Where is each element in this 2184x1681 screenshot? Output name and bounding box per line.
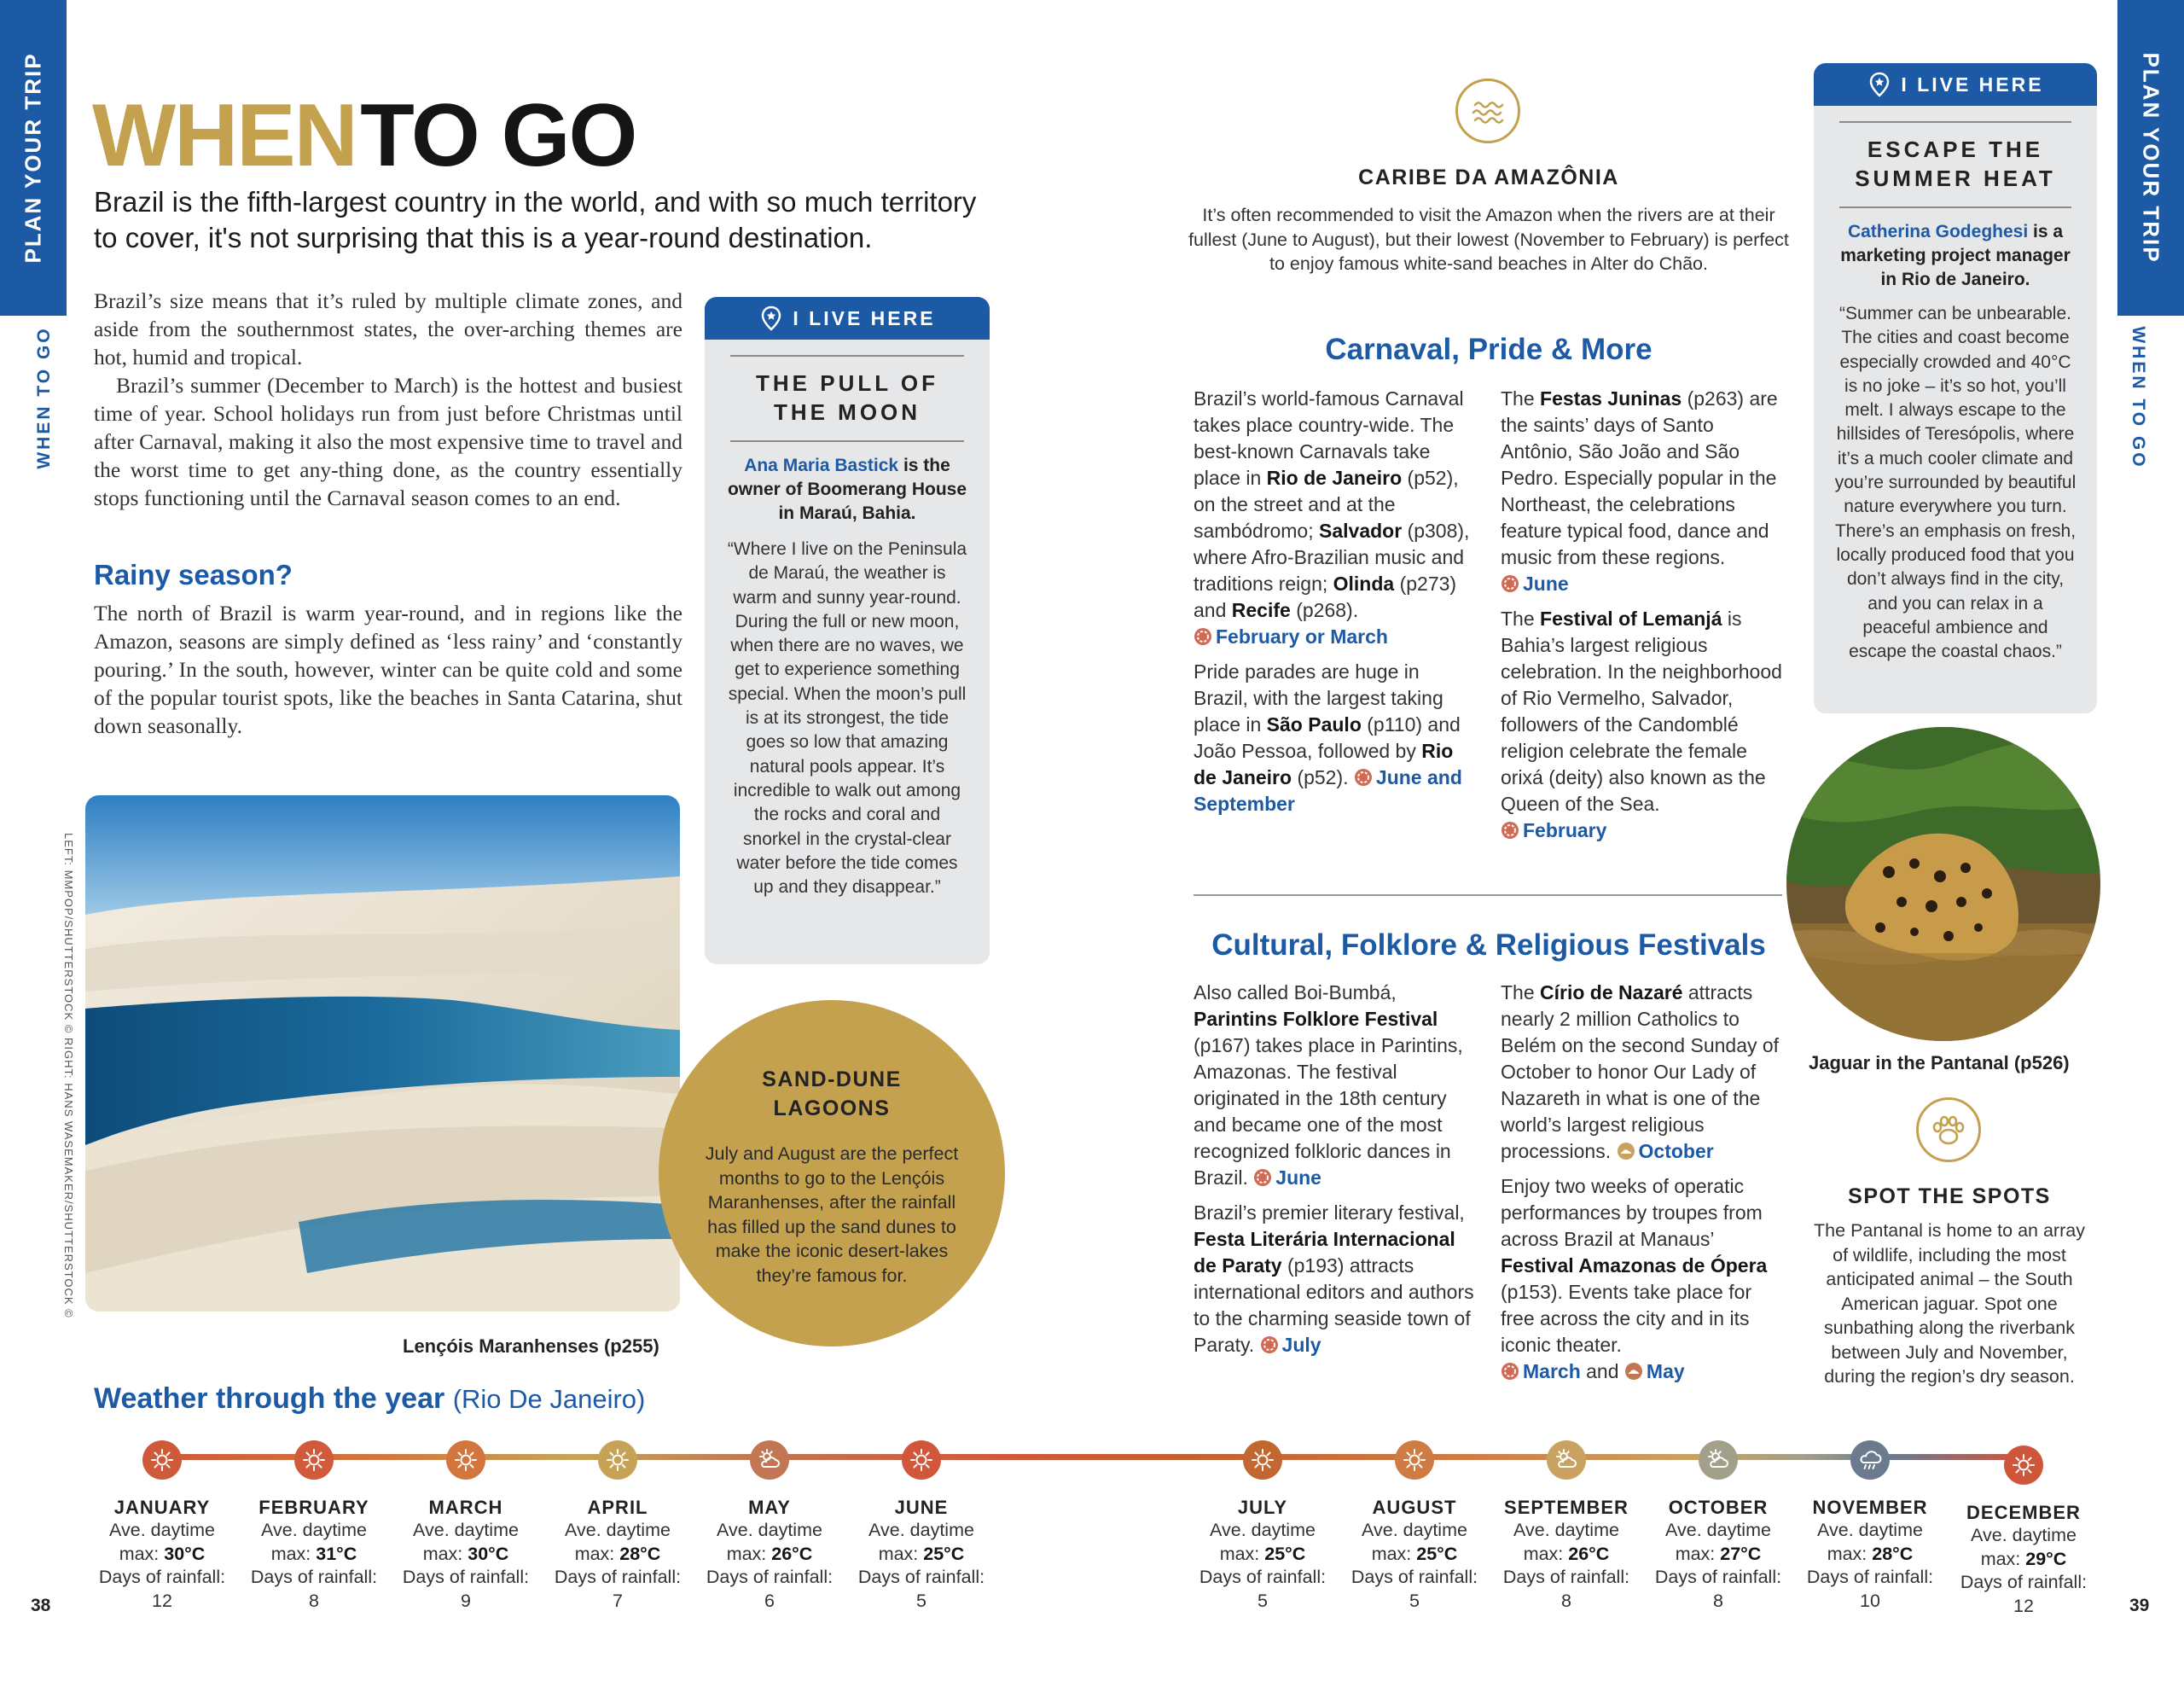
rainfall-label: Days of rainfall: [402, 1567, 530, 1587]
rainfall-label: Days of rainfall: [1502, 1567, 1630, 1587]
live-here-label: I LIVE HERE [1901, 73, 2044, 96]
title-part-2: TO GO [360, 86, 636, 185]
calendar-badge-icon [1501, 821, 1519, 840]
event-when: February [1523, 819, 1607, 841]
carnaval-heading: Carnaval, Pride & More [1325, 333, 1653, 366]
rainfall-label: Days of rainfall: [98, 1567, 226, 1587]
sun-icon [446, 1440, 485, 1480]
live-here-person [723, 454, 971, 526]
calendar-badge-icon [1501, 1362, 1519, 1381]
rainfall-days: 5 [1258, 1590, 1268, 1611]
month-name: JANUARY [113, 1497, 211, 1518]
daytime-label: Ave. daytime [109, 1520, 215, 1540]
side-subtab-left: WHEN TO GO [34, 326, 54, 469]
person-name: Catherina Godeghesi [1847, 222, 2029, 241]
month-name: DECEMBER [1966, 1502, 2081, 1523]
daytime-label: Ave. daytime [1665, 1520, 1771, 1540]
daytime-label: Ave. daytime [1362, 1520, 1467, 1540]
side-tab-label: PLAN YOUR TRIP [2138, 52, 2164, 264]
side-tab-label: PLAN YOUR TRIP [20, 52, 46, 264]
dunes-photo [85, 795, 680, 1312]
dunes-caption: Lençóis Maranhenses (p255) [403, 1335, 659, 1357]
title-part-1: WHEN [92, 86, 357, 185]
spot-body: The Pantanal is home to an array of wildlife, including the most anticipated animal – the South American jaguar. Spot one sunbathing along the riverbank between July and November, during the region’s dry season. [1814, 1220, 2085, 1387]
weather-month-march [402, 1440, 530, 1613]
sun-icon [902, 1440, 941, 1480]
live-here-quote: “Where I live on the Peninsula de Maraú, the weather is warm and sunny year-round. During the full or new moon, when there are no waves, we get to experience something special. When the moon’s pull is at its strongest, the tide goes so low that amazing natural pools appear. It’s incredible to walk out among the rocks and coral and snorkel in the crystal-clear water before the tide comes up and they disappear.” [727, 539, 967, 898]
event-when: February or March [1216, 625, 1388, 648]
rainfall-label: Days of rainfall: [706, 1567, 834, 1587]
jaguar-photo [1786, 727, 2100, 1041]
sun-cloud-icon [1699, 1440, 1738, 1480]
weather-month-september [1502, 1440, 1630, 1613]
page-number-right: 39 [2129, 1596, 2150, 1615]
weather-month-june [857, 1440, 985, 1613]
daytime-label: Ave. daytime [1817, 1520, 1923, 1540]
carnaval-paragraph: Brazil’s world-famous Carnaval takes place country-wide. The best-known Carnavals take place in Rio de Janeiro (p52), on the street and at the sambódromo; Salvador (p308), where Afro-Brazilian music and traditions reign; Olinda (p273) and Recife (p268). February or March [1194, 387, 1470, 648]
jaguar-caption: Jaguar in the Pantanal (p526) [1809, 1052, 2070, 1073]
month-name: FEBRUARY [258, 1497, 369, 1518]
live-here-box-moon [705, 297, 990, 964]
max-temp: max: 30°C [422, 1543, 509, 1564]
paw-print-icon [1916, 1097, 1981, 1162]
month-name: MAY [748, 1497, 791, 1518]
daytime-label: Ave. daytime [1210, 1520, 1316, 1540]
max-temp: max: 30°C [119, 1543, 206, 1564]
callout-title: SAND-DUNE LAGOONS [762, 1067, 902, 1120]
month-name: APRIL [587, 1497, 648, 1518]
cultural-paragraph: Enjoy two weeks of operatic performances by troupes from across Brazil at Manaus’ Festival Amazonas de Ópera (p153). Events take place for free across the city and in its iconic theater. March and May [1501, 1175, 1768, 1382]
weather-month-october [1654, 1440, 1782, 1613]
calendar-badge-icon [1253, 1168, 1272, 1187]
side-subtab-right: WHEN TO GO [2129, 326, 2148, 469]
rainfall-days: 12 [2013, 1595, 2034, 1616]
calendar-badge-icon [1194, 627, 1212, 646]
carnaval-column-1 [1194, 386, 1475, 826]
rainfall-label: Days of rainfall: [1199, 1567, 1327, 1587]
calendar-badge-icon [1260, 1335, 1279, 1354]
weather-month-january [98, 1440, 226, 1613]
body-paragraph: Brazil’s size means that it’s ruled by multiple climate zones, and aside from the southernmost states, the over-arching themes are hot, humid and tropical. [94, 288, 682, 369]
daytime-label: Ave. daytime [565, 1520, 671, 1540]
waves-icon [1455, 79, 1520, 143]
map-pin-icon [758, 305, 784, 331]
live-here-header [1814, 63, 2097, 106]
live-here-quote: “Summer can be unbearable. The cities and coast become especially crowded and 40°C is no joke – it’s so hot, you’ll melt. I always escape to the hillsides of Teresópolis, where it’s a much cooler climate and you’re surrounded by beautiful nature everywhere you turn. There’s an emphasis on fresh, locally produced food that you don’t always find in the city, and you can relax in a peaceful ambience and escape the coastal chaos.” [1834, 304, 2077, 662]
rainfall-label: Days of rainfall: [1654, 1567, 1782, 1587]
live-here-person [1833, 220, 2078, 292]
side-tab-left [0, 0, 67, 316]
calendar-badge-icon [1354, 768, 1373, 787]
max-temp: max: 26°C [726, 1543, 813, 1564]
rainfall-days: 12 [152, 1590, 172, 1611]
rainfall-label: Days of rainfall: [250, 1567, 378, 1587]
max-temp: max: 28°C [574, 1543, 661, 1564]
body-text-rainy [94, 599, 682, 740]
weather-month-april [554, 1440, 682, 1613]
event-when: May [1646, 1360, 1685, 1382]
month-name: OCTOBER [1668, 1497, 1769, 1518]
sun-cloud-badge-icon [1617, 1142, 1635, 1160]
page-title [92, 85, 636, 187]
sun-cloud-icon [1547, 1440, 1586, 1480]
live-here-header [705, 297, 990, 340]
max-temp: max: 25°C [1371, 1543, 1458, 1564]
month-name: NOVEMBER [1812, 1497, 1928, 1518]
sun-cloud-icon [750, 1440, 789, 1480]
daytime-label: Ave. daytime [1971, 1525, 2077, 1545]
body-paragraph: Brazil’s summer (December to March) is the hottest and busiest time of year. School holidays run from just before Christmas until after Carnaval, making it also the most expensive time to travel and the worst time to get any-thing done, as the country essentially stops functioning until the Carnaval season comes to an end. [94, 373, 682, 510]
weather-title: Weather through the year [94, 1382, 445, 1415]
month-name: JULY [1237, 1497, 1288, 1518]
rainfall-days: 8 [1561, 1590, 1571, 1611]
rainfall-days: 9 [461, 1590, 471, 1611]
weather-month-may [706, 1440, 834, 1613]
calendar-badge-icon [1501, 574, 1519, 593]
rainfall-label: Days of rainfall: [1806, 1567, 1934, 1587]
sun-icon [142, 1440, 182, 1480]
rainfall-label: Days of rainfall: [1960, 1572, 2088, 1592]
sun-icon [294, 1440, 334, 1480]
person-description: is the owner of Boomerang House in Maraú, Bahia. [727, 456, 967, 523]
body-text [94, 287, 682, 512]
caribe-body: It’s often recommended to visit the Amazon when the rivers are at their fullest (June to August), but their lowest (November to February) is perfect to enjoy famous white-sand beaches in Alter do Chão. [1188, 205, 1789, 274]
caribe-title: CARIBE DA AMAZÔNIA [1358, 166, 1619, 189]
weather-month-july [1199, 1440, 1327, 1613]
rain-cloud-icon [1850, 1440, 1890, 1480]
event-when: June [1523, 573, 1569, 595]
daytime-label: Ave. daytime [261, 1520, 367, 1540]
weather-location: (Rio De Janeiro) [452, 1384, 646, 1414]
month-name: AUGUST [1372, 1497, 1457, 1518]
max-temp: max: 28°C [1827, 1543, 1914, 1564]
cultural-heading: Cultural, Folklore & Religious Festivals [1211, 928, 1766, 962]
weather-heading [94, 1382, 645, 1416]
max-temp: max: 29°C [1980, 1548, 2067, 1569]
carnaval-paragraph: Pride parades are huge in Brazil, with the largest taking place in São Paulo (p110) and João Pessoa, followed by Rio de Janeiro (p52). June and September [1194, 660, 1462, 815]
event-when: June [1275, 1166, 1321, 1189]
month-name: SEPTEMBER [1504, 1497, 1629, 1518]
weather-month-february [250, 1440, 378, 1613]
event-when: June and September [1194, 766, 1462, 815]
sand-dune-lagoons-callout [659, 1000, 1005, 1347]
rainfall-label: Days of rainfall: [1350, 1567, 1478, 1587]
cultural-paragraph: Also called Boi-Bumbá, Parintins Folklore Festival (p167) takes place in Parintins, Amazonas. The festival originated in the 18th century and became one of the most recognized folkloric dances in Brazil. June [1194, 981, 1463, 1189]
live-here-label: I LIVE HERE [793, 306, 936, 329]
weather-month-december [1960, 1445, 2088, 1618]
sun-cloud-badge-icon [1624, 1362, 1643, 1381]
carnaval-paragraph: The Festival of Lemanjá is Bahia’s largest religious celebration. In the neighborhood of Rio Vermelho, Salvador, followers of the Candomblé religion celebrate the female orixá (deity) also known as the Queen of the Sea. February [1501, 608, 1782, 841]
cultural-column-1 [1194, 980, 1475, 1367]
section-divider [1194, 894, 1782, 896]
rainfall-label: Days of rainfall: [857, 1567, 985, 1587]
max-temp: max: 25°C [1219, 1543, 1306, 1564]
callout-body: July and August are the perfect months to go to the Lençóis Maranhenses, after the rainfall has filled up the sand dunes to make the iconic desert-lakes they’re famous for. [705, 1143, 959, 1286]
rainfall-days: 6 [764, 1590, 775, 1611]
rainfall-days: 7 [613, 1590, 623, 1611]
carnaval-paragraph: The Festas Juninas (p263) are the saints’ days of Santo Antônio, São João and São Pedro. Especially popular in the Northeast, the celebrations feature typical food, dance and music from these regions. June [1501, 387, 1778, 595]
event-when: July [1281, 1334, 1321, 1356]
rainfall-label: Days of rainfall: [554, 1567, 682, 1587]
sun-icon [598, 1440, 637, 1480]
max-temp: max: 26°C [1523, 1543, 1610, 1564]
max-temp: max: 31°C [270, 1543, 357, 1564]
month-name: MARCH [428, 1497, 503, 1518]
max-temp: max: 27°C [1675, 1543, 1762, 1564]
cultural-paragraph: Brazil’s premier literary festival, Festa Literária Internacional de Paraty (p193) attracts international editors and authors to the charming seaside town of Paraty. July [1194, 1201, 1474, 1356]
cultural-paragraph: The Círio de Nazaré attracts nearly 2 million Catholics to Belém on the second Sunday of October to honor Our Lady of Nazareth in what is one of the world’s largest religious processions. October [1501, 981, 1780, 1162]
sun-icon [1395, 1440, 1434, 1480]
live-here-title: THE PULL OF THE MOON [756, 370, 938, 425]
live-here-box-summer [1814, 63, 2097, 713]
max-temp: max: 25°C [878, 1543, 965, 1564]
side-tab-right [2117, 0, 2184, 316]
sun-icon [1243, 1440, 1282, 1480]
event-when: October [1638, 1140, 1714, 1162]
rainy-season-heading: Rainy season? [94, 559, 293, 590]
rainfall-days: 10 [1860, 1590, 1880, 1611]
body-paragraph: The north of Brazil is warm year-round, and in regions like the Amazon, seasons are simply defined as ‘less rainy’ and ‘constantly pouring.’ In the south, however, winter can be quite cold and some of the popular tourist spots, like the beaches in Santa Catarina, shut down seasonally. [94, 601, 682, 738]
page-number-left: 38 [31, 1596, 51, 1615]
daytime-label: Ave. daytime [413, 1520, 519, 1540]
live-here-title: ESCAPE THE SUMMER HEAT [1855, 137, 2056, 191]
event-when: March [1523, 1360, 1581, 1382]
rainfall-days: 8 [1713, 1590, 1723, 1611]
weather-month-november [1806, 1440, 1934, 1613]
intro-text: Brazil is the fifth-largest country in the world, and with so much territory to cover, it's not surprising that this is a year-round destination. [94, 186, 977, 253]
map-pin-icon [1867, 72, 1892, 97]
weather-month-august [1350, 1440, 1478, 1613]
rainfall-days: 5 [1409, 1590, 1420, 1611]
daytime-label: Ave. daytime [1513, 1520, 1619, 1540]
daytime-label: Ave. daytime [717, 1520, 822, 1540]
rainfall-days: 5 [916, 1590, 926, 1611]
photo-credit: LEFT: MMPOP/SHUTTERSTOCK © RIGHT: HANS WASEMAKER/SHUTTERSTOCK © [62, 833, 75, 1318]
rainfall-days: 8 [309, 1590, 319, 1611]
month-name: JUNE [894, 1497, 949, 1518]
daytime-label: Ave. daytime [868, 1520, 974, 1540]
person-description: is a marketing project manager in Rio de Janeiro. [1840, 222, 2071, 289]
person-name: Ana Maria Bastick [744, 456, 899, 475]
sun-icon [2004, 1445, 2043, 1485]
carnaval-column-2 [1501, 386, 1782, 852]
cultural-column-2 [1501, 980, 1782, 1393]
spot-title: SPOT THE SPOTS [1848, 1184, 2051, 1208]
